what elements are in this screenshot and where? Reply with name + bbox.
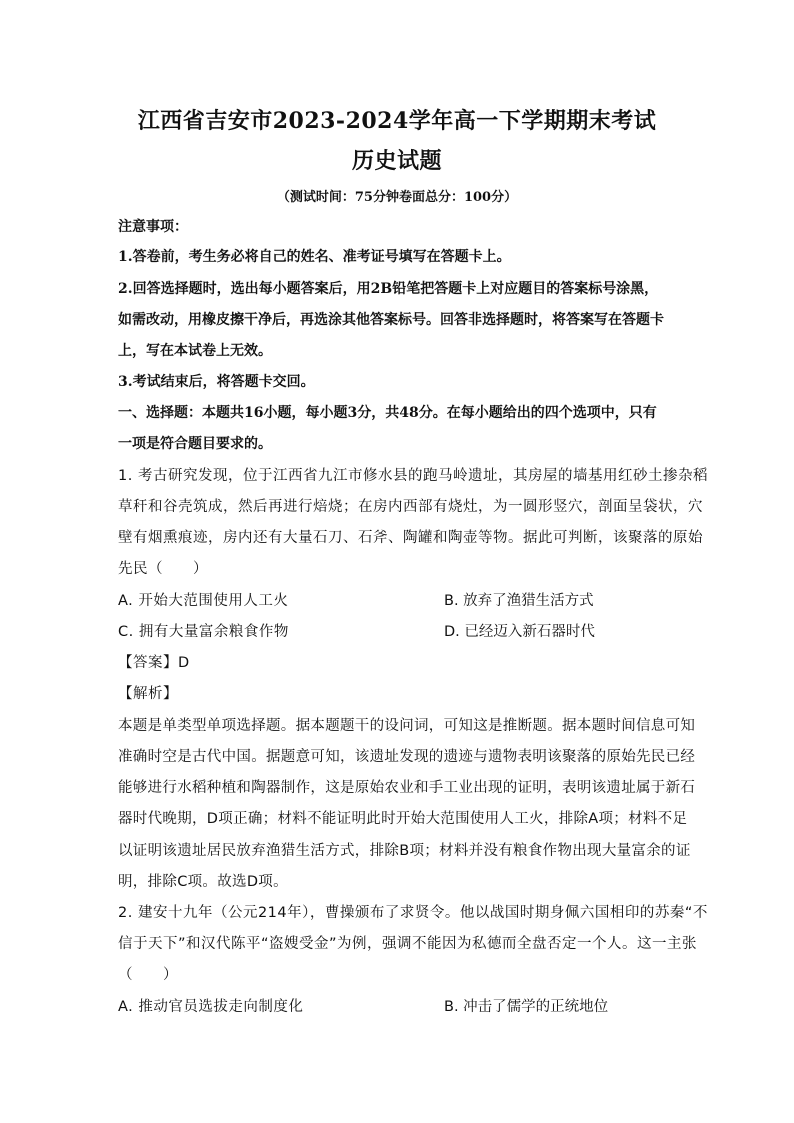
question-1-stem: 草秆和谷壳筑成，然后再进行焙烧；在房内西部有烧灶，为一圆形竖穴，剖面呈袋状，穴 <box>118 499 703 515</box>
question-1-option-b: B. 放弃了渔猎生活方式 <box>444 593 594 609</box>
note-item-2-cont: 上，写在本试卷上无效。 <box>118 343 272 359</box>
notes-heading: 注意事项： <box>118 219 188 235</box>
question-1-analysis: 明，排除C项。故选D项。 <box>118 874 288 890</box>
question-2-stem: 信于天下”和汉代陈平“盗嫂受金”为例，强调不能因为私德而全盘否定一个人。这一主张 <box>118 936 698 952</box>
exam-time-info: （测试时间：75分钟卷面总分：100分） <box>276 190 518 205</box>
note-item-3: 3.考试结束后，将答题卡交回。 <box>118 374 315 390</box>
note-item-1: 1.答卷前，考生务必将自己的姓名、准考证号填写在答题卡上。 <box>118 249 511 265</box>
question-1-analysis: 以证明该遗址居民放弃渔猎生活方式，排除B项；材料并没有粮食作物出现大量富余的证 <box>118 843 691 859</box>
section-heading-cont: 一项是符合题目要求的。 <box>118 436 272 452</box>
question-1-stem: 壁有烟熏痕迹，房内还有大量石刀、石斧、陶罐和陶壶等物。据此可判断，该聚落的原始 <box>118 530 703 546</box>
question-2-stem: 2. 建安十九年（公元214年），曹操颁布了求贤令。他以战国时期身佩六国相印的苏秦“不 <box>118 905 708 921</box>
question-1-option-c: C. 拥有大量富余粮食作物 <box>118 624 289 640</box>
question-2-stem: （ ） <box>118 967 178 983</box>
question-1-analysis: 准确时空是古代中国。据题意可知，该遗址发现的遗迹与遗物表明该聚落的原始先民已经 <box>118 749 696 765</box>
subject-title: 历史试题 <box>351 148 442 174</box>
question-2-option-b: B. 冲击了儒学的正统地位 <box>444 999 609 1015</box>
question-1-analysis: 能够进行水稻种植和陶器制作，这是原始农业和手工业出现的证明，表明该遗址属于新石 <box>118 780 696 796</box>
question-1-stem: 1. 考古研究发现，位于江西省九江市修水县的跑马岭遗址，其房屋的墙基用红砂土掺杂稻 <box>118 468 708 484</box>
question-1-analysis: 器时代晚期，D项正确；材料不能证明此时开始大范围使用人工火，排除A项；材料不足 <box>118 811 688 827</box>
exam-title: 江西省吉安市2023-2024学年高一下学期期末考试 <box>137 108 657 134</box>
question-1-analysis: 本题是单类型单项选择题。据本题题干的设问词，可知这是推断题。据本题时间信息可知 <box>118 718 696 734</box>
question-2-option-a: A. 推动官员选拔走向制度化 <box>118 999 304 1015</box>
question-1-answer: 【答案】D <box>118 655 190 671</box>
question-1-option-a: A. 开始大范围使用人工火 <box>118 593 289 609</box>
note-item-2-cont: 如需改动，用橡皮擦干净后，再选涂其他答案标号。回答非选择题时，将答案写在答题卡 <box>118 312 664 328</box>
section-heading: 一、选择题：本题共16小题，每小题3分，共48分。在每小题给出的四个选项中，只有 <box>118 405 657 421</box>
question-1-analysis-heading: 【解析】 <box>118 686 178 702</box>
question-1-stem: 先民（ ） <box>118 561 208 577</box>
question-1-option-d: D. 已经迈入新石器时代 <box>444 624 595 640</box>
note-item-2: 2.回答选择题时，选出每小题答案后，用2B铅笔把答题卡上对应题目的答案标号涂黑， <box>118 281 659 297</box>
